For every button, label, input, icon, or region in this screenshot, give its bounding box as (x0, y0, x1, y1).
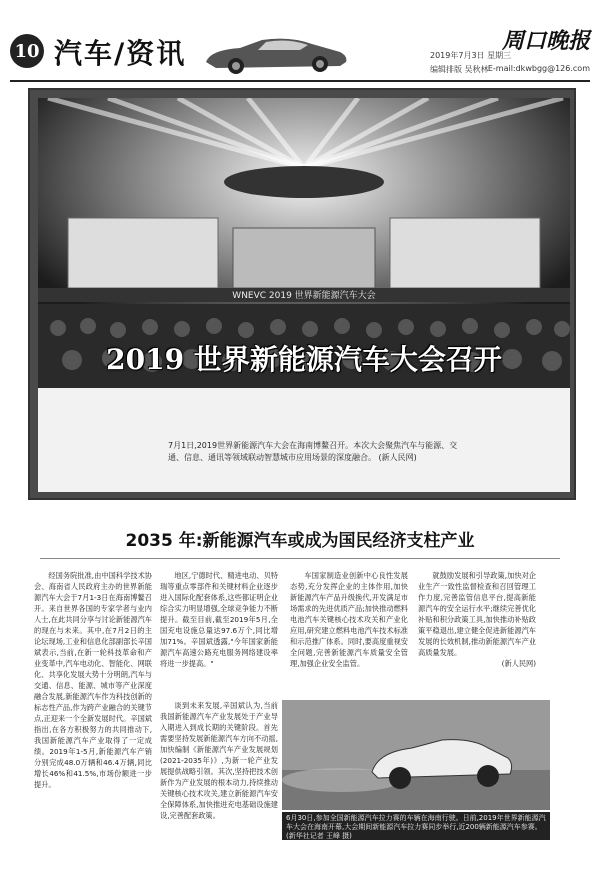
rally-car-photo (282, 700, 550, 810)
contact-email: E-mail:dkwbgg@126.com (487, 64, 590, 73)
conference-photo (38, 98, 570, 388)
page-header (10, 20, 590, 78)
article-column-4 (418, 570, 536, 700)
title-rule (40, 558, 560, 559)
newspaper-logo: 周口晚报 (501, 28, 590, 54)
stage-sign: WNEVC 2019 世界新能源汽车大会 (232, 291, 376, 301)
photo-caption-text: 7月1日,2019世界新能源汽车大会在海南博鳌召开。本次大会聚焦汽车与能源、交通、信息、通讯等领域联动智慧城市应用场景的深度融合。 (168, 441, 458, 462)
article-column-2b (160, 700, 278, 888)
rally-car-caption: 6月30日,参加全国新能源汽车拉力赛的车辆在海南行驶。日前,2019年世界新能源汽车大会在海南开幕,大会期间新能源汽车拉力赛同步举行,近200辆新能源汽车参赛。(新华社记者 王峰 摄) (282, 812, 550, 840)
section-title: 汽车/资讯 (54, 37, 187, 70)
rally-car-image (282, 700, 550, 810)
page-number: 10 (10, 34, 44, 68)
feature-photo-frame (28, 88, 576, 500)
article-text: 地区,宁德时代、精进电动、贝特瑞等重点零部件和关键材料企业逐步进入国际化配套体系,这些都证明企业综合实力明显增强,全球竞争能力不断提升。截至目前,截至2019年5月,全国充电设施总量达97.6万个,同比增加71%。辛国斌透露,"今年国家新能源汽车高速公路充电服务网络建设率将进一步提高。" (160, 571, 278, 668)
article-text: 车国家制造业创新中心良性发展态势,充分发挥企业的主体作用,加快新能源汽车产品升级换代,开发满足市场需求的先进优质产品;加快推动燃料电池汽车关键核心技术攻关和产业化应用,研究建立燃料电池汽车技术标准和示范推广体系。同时,要高度重视安全问题,完善新能源汽车质量安全管理,加强企业安全监管。 (290, 571, 408, 668)
article-column-1 (34, 570, 152, 888)
feature-headline: 2019 世界新能源汽车大会召开 (106, 343, 502, 376)
article-text: 谈到未来发展,辛国斌认为,当前我国新能源汽车产业发展处于产业导入期进入到成长期的关键阶段。首先需要坚持发展新能源汽车方向不动摇,加快编制《新能源汽车产业发展规划(2021-2035年)》,为新一轮产业发展提供战略引领。其次,坚持把技术创新作为产业发展的根本动力,持续推动关键核心技术攻关,建立新能源汽车安全保障体系,加快推进充电基础设施建设,完善配套政策。 (160, 701, 278, 820)
photo-caption-panel (38, 388, 570, 492)
header-rule (10, 80, 590, 82)
photo-caption (168, 440, 468, 464)
article-credit: (新人民网) (501, 659, 536, 668)
article-text: 就鼓励发展和引导政策,加快对企业生产一致性监督检查和召回管理工作力度,完善监管信息平台,提高新能源汽车的安全运行水平;继续完善优化补贴和积分政策工具,加快推动补贴政策平稳退出,建立健全促进新能源汽车发展的长效机制,推动新能源汽车产业高质量发展。 (418, 571, 536, 657)
editor-line: 编辑排版 吴秋林 (430, 65, 489, 74)
article-text: 经国务院批准,由中国科学技术协会、海南省人民政府主办的世界新能源汽车大会于7月1-3日在海南博鳌召开。来自世界各国的专家学者与业内人士,在此共同分享与讨论新能源汽车的现在与未来。其中,在7月2日的主论坛现场,工业和信息化部副部长辛国斌表示,当前,在新一轮科技革命和产业变革中,汽车电动化、智能化、网联化、共享化发展大势十分明朗,汽车与交通、信息、能源、城市等产业深度融合发展,新能源汽车作为科技创新的标志性产品,作为跨产业融合的关键节点,正迎来一个全新发展时代。辛国斌指出,在各方积极努力的共同推动下,我国新能源汽车产业取得了一定成绩。2019年1-5月,新能源汽车产销分别完成48.0万辆和46.4万辆,同比增长46%和41.5%,市场份额进一步提升。 (34, 571, 152, 789)
sports-car-image (200, 28, 350, 78)
photo-credit: (新人民网) (378, 453, 417, 462)
issue-date: 2019年7月3日 星期三 (430, 51, 512, 60)
article-column-2 (160, 570, 278, 700)
article-column-3 (290, 570, 408, 700)
article-title: 2035 年:新能源汽车或成为国民经济支柱产业 (125, 531, 475, 551)
